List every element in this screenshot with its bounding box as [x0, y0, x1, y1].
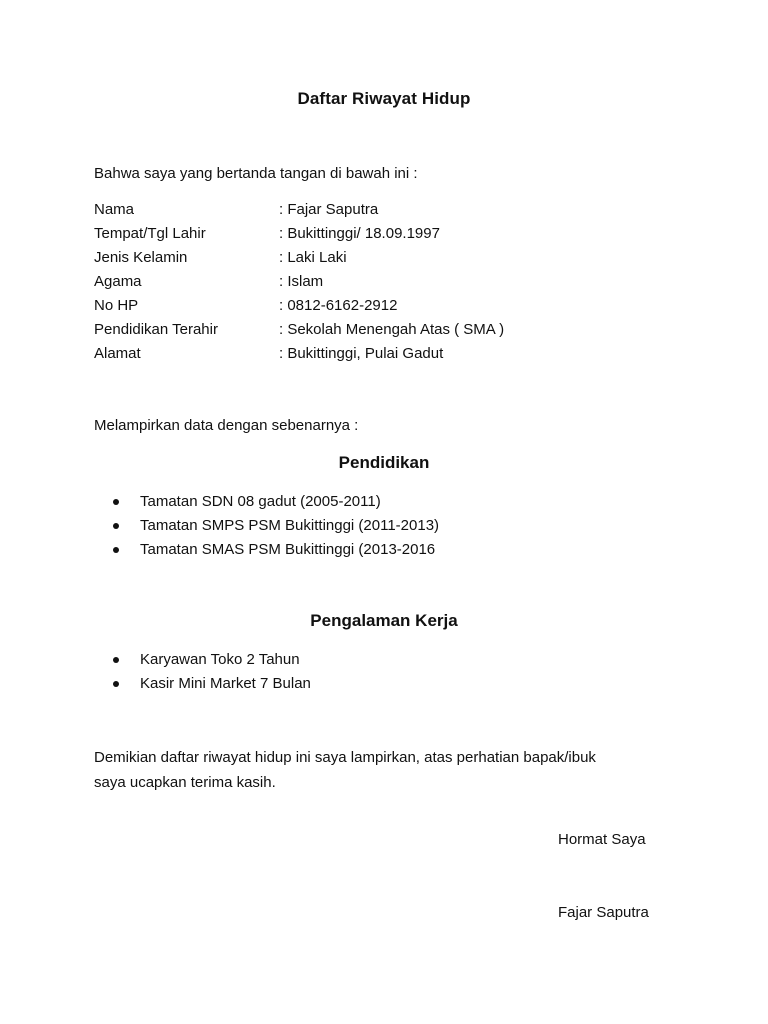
biodata-label: Nama — [94, 201, 135, 218]
biodata-row-agama — [94, 272, 654, 292]
education-item-text: Tamatan SDN 08 gadut (2005-2011) — [140, 493, 381, 510]
biodata-value: : Sekolah Menengah Atas ( SMA ) — [279, 321, 505, 338]
closing-line: Demikian daftar riwayat hidup ini saya lampirkan, atas perhatian bapak/ibuk — [94, 749, 596, 766]
intro-statement: Bahwa saya yang bertanda tangan di bawah ini : — [94, 165, 418, 182]
education-heading: Pendidikan — [338, 453, 430, 472]
education-item-text: Tamatan SMPS PSM Bukittinggi (2011-2013) — [140, 517, 440, 534]
biodata-row-jenis-kelamin — [94, 248, 654, 268]
closing-paragraph — [94, 745, 674, 795]
biodata-label: No HP — [94, 297, 139, 314]
bullet-icon — [113, 657, 119, 663]
bullet-icon — [113, 547, 119, 553]
experience-item-text: Karyawan Toko 2 Tahun — [140, 651, 300, 668]
biodata-row-pendidikan-terahir — [94, 320, 654, 340]
biodata-value: : Fajar Saputra — [279, 201, 379, 218]
biodata-value: : Laki Laki — [279, 249, 347, 266]
biodata-row-tempat-tgl-lahir — [94, 224, 654, 244]
bullet-icon — [113, 681, 119, 687]
biodata-label: Agama — [94, 273, 142, 290]
experience-heading: Pengalaman Kerja — [310, 611, 458, 630]
signature-name: Fajar Saputra — [558, 904, 649, 921]
biodata-label: Alamat — [94, 345, 141, 362]
biodata-row-no-hp — [94, 296, 654, 316]
biodata-row-nama — [94, 200, 654, 220]
experience-item-text: Kasir Mini Market 7 Bulan — [140, 675, 311, 692]
biodata-row-alamat — [94, 344, 654, 364]
biodata-value: : Bukittinggi/ 18.09.1997 — [279, 225, 440, 242]
biodata-label: Tempat/Tgl Lahir — [94, 225, 206, 242]
attach-statement: Melampirkan data dengan sebenarnya : — [94, 417, 359, 434]
education-item-text: Tamatan SMAS PSM Bukittinggi (2013-2016 — [140, 541, 436, 558]
bullet-icon — [113, 499, 119, 505]
biodata-value: : 0812-6162-2912 — [279, 297, 398, 314]
biodata-label: Jenis Kelamin — [94, 249, 188, 266]
signature-salutation: Hormat Saya — [558, 831, 646, 848]
biodata-label: Pendidikan Terahir — [94, 321, 218, 338]
biodata-value: : Bukittinggi, Pulai Gadut — [279, 345, 444, 362]
biodata-value: : Islam — [279, 273, 324, 290]
bullet-icon — [113, 523, 119, 529]
closing-line: saya ucapkan terima kasih. — [94, 774, 276, 791]
document-title: Daftar Riwayat Hidup — [297, 89, 471, 108]
